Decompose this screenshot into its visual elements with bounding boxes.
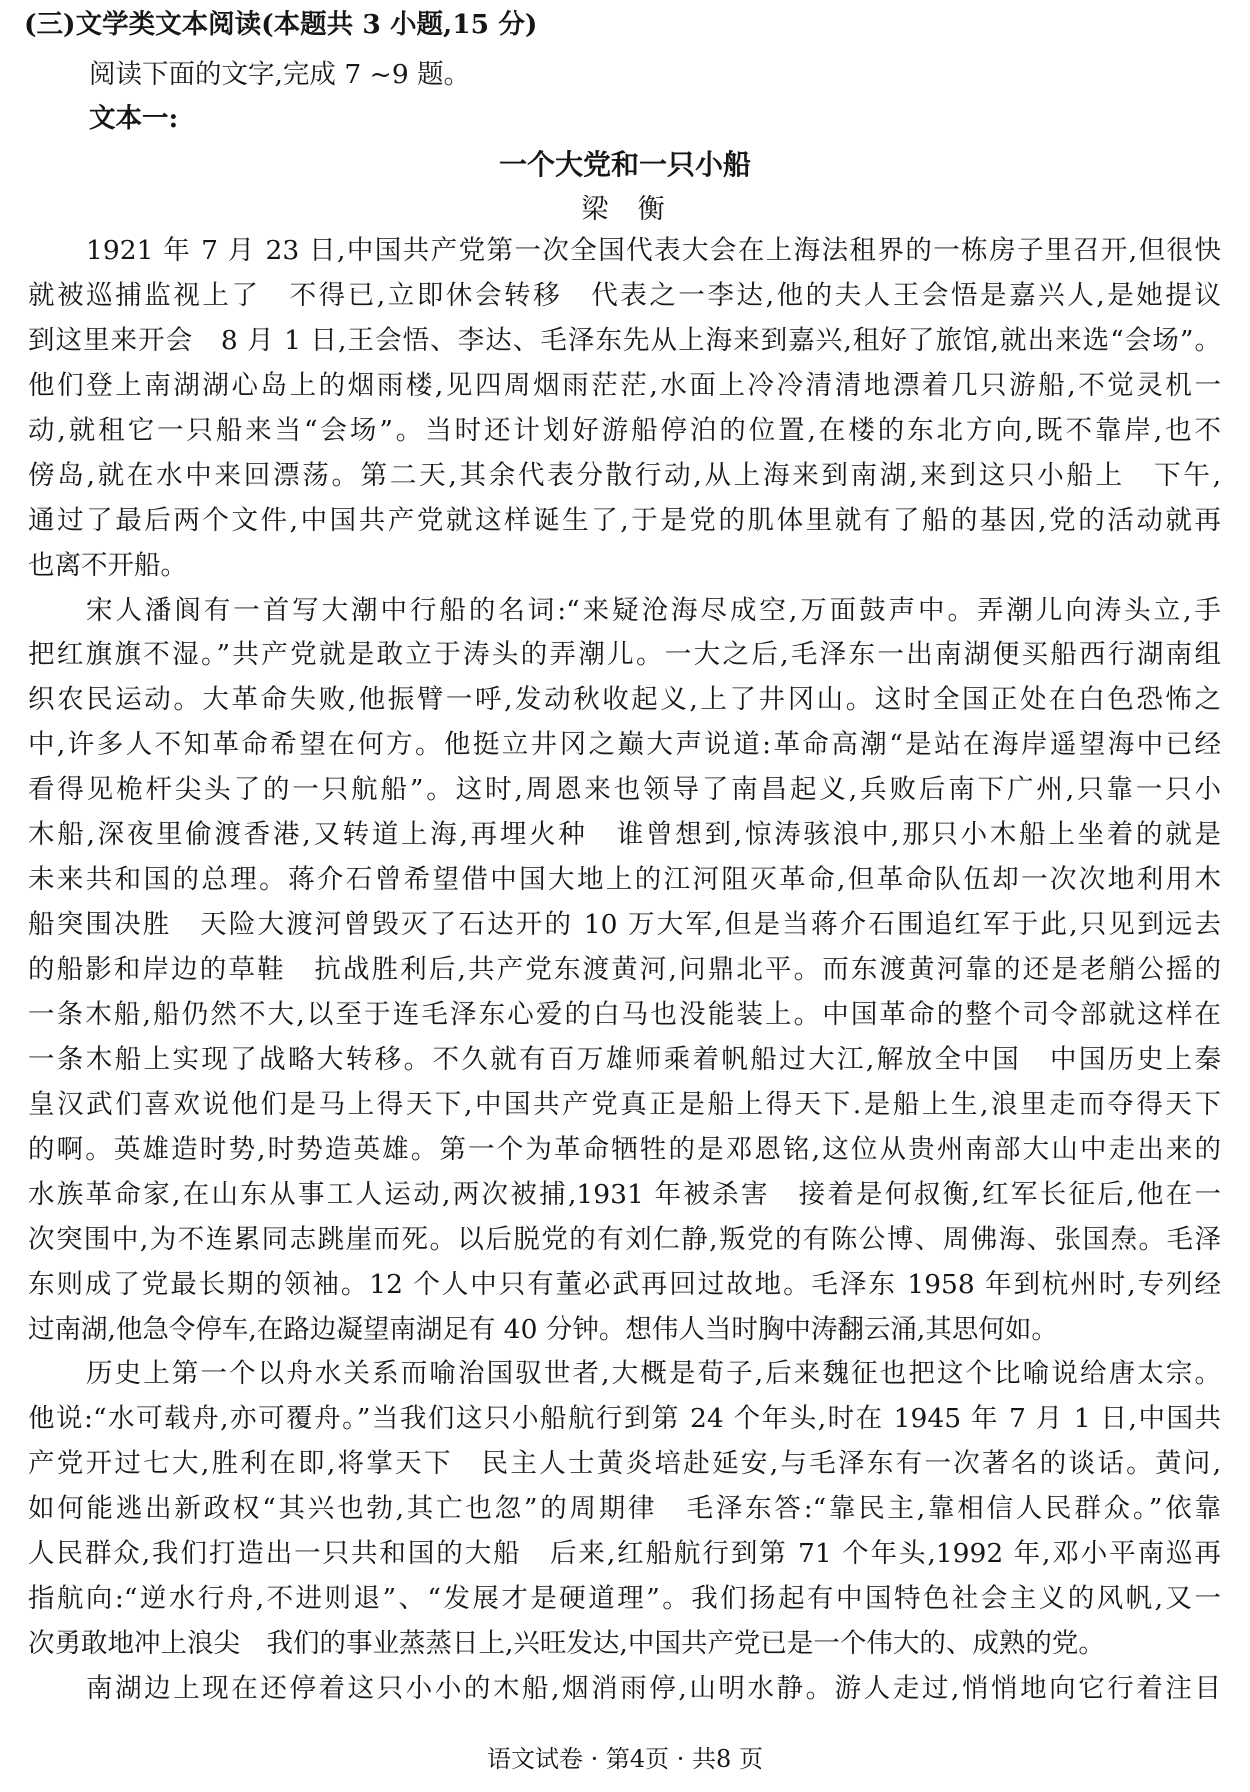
page-footer: 语文试卷 · 第4页 · 共8 页 <box>487 1745 763 1773</box>
article-body <box>28 229 1221 1712</box>
text-line: 一条木船,船仍然不大,以至于连毛泽东心爱的白马也没能装上。中国革命的整个司令部就这样在 <box>28 998 1221 1030</box>
text-line: 东则成了党最长期的领袖。12 个人中只有董必武再回过故地。毛泽东 1958 年到杭州时,专列经 <box>28 1268 1221 1300</box>
text-line: 一条木船上实现了战略大转移。不久就有百万雄师乘着帆船过大江,解放全中国 中国历史上秦 <box>28 1043 1221 1075</box>
text-line: 历史上第一个以舟水关系而喻治国驭世者,大概是荀子,后来魏征也把这个比喻说给唐太宗。 <box>86 1358 1221 1390</box>
text-line: 把红旗旗不湿。”共产党就是敢立于涛头的弄潮儿。一大之后,毛泽东一出南湖便买船西行湖南组 <box>28 639 1221 671</box>
text-line: 指航向:“逆水行舟,不进则退”、“发展才是硬道理”。我们扬起有中国特色社会主义的风帆,又一 <box>28 1583 1221 1615</box>
paragraph-2 <box>28 589 1221 1353</box>
paragraph-3 <box>28 1352 1221 1667</box>
text-line: 产党开过七大,胜利在即,将掌天下 民主人士黄炎培赴延安,与毛泽东有一次著名的谈话。黄问, <box>28 1448 1221 1480</box>
text-line: 皇汉武们喜欢说他们是马上得天下,中国共产党真正是船上得天下.是船上生,浪里走而夺得天下 <box>28 1088 1221 1120</box>
text-line: 傍岛,就在水中来回漂荡。第二天,其余代表分散行动,从上海来到南湖,来到这只小船上 下午, <box>28 459 1221 491</box>
text-line: 的啊。英雄造时势,时势造英雄。第一个为革命牺牲的是邓恩铭,这位从贵州南部大山中走出来的 <box>28 1133 1221 1165</box>
text-line: 他说:“水可载舟,亦可覆舟。”当我们这只小船航行到第 24 个年头,时在 1945 年 7 月 1 日,中国共 <box>28 1403 1221 1435</box>
text-line: 中,许多人不知革命希望在何方。他挺立井冈之巅大声说道:革命高潮“是站在海岸遥望海中已经 <box>28 729 1221 761</box>
text-line: 次突围中,为不连累同志跳崖而死。以后脱党的有刘仁静,叛党的有陈公博、周佛海、张国焘。毛泽 <box>28 1223 1221 1255</box>
article-title: 一个大党和一只小船 <box>498 148 751 181</box>
text-line: 就被巡捕监视上了 不得已,立即休会转移 代表之一李达,他的夫人王会悟是嘉兴人,是她提议 <box>28 279 1221 311</box>
article-author: 梁 衡 <box>581 194 669 225</box>
text-line: 如何能逃出新政权“其兴也勃,其亡也忽”的周期律 毛泽东答:“靠民主,靠相信人民群众。”依靠 <box>28 1493 1221 1525</box>
text-line: 1921 年 7 月 23 日,中国共产党第一次全国代表大会在上海法租界的一栋房子里召开,但很快 <box>86 235 1221 266</box>
text-line: 宋人潘阆有一首写大潮中行船的名词:“来疑沧海尽成空,万面鼓声中。弄潮儿向涛头立,手 <box>86 594 1221 626</box>
text-line: 船突围决胜 天险大渡河曾毁灭了石达开的 10 万大军,但是当蒋介石围追红军于此,只见到远去 <box>28 909 1221 941</box>
paragraph-1 <box>28 229 1221 589</box>
text-line: 织农民运动。大革命失败,他振臂一呼,发动秋收起义,上了井冈山。这时全国正处在白色恐怖之 <box>28 684 1221 716</box>
text-line: 南湖边上现在还停着这只小小的木船,烟消雨停,山明水静。游人走过,悄悄地向它行着注目 <box>86 1673 1221 1704</box>
text-line: 的船影和岸边的草鞋 抗战胜利后,共产党东渡黄河,问鼎北平。而东渡黄河靠的还是老艄公摇的 <box>28 954 1221 985</box>
reading-instruction: 阅读下面的文字,完成 7 ~9 题。 <box>89 59 471 90</box>
text-line: 他们登上南湖湖心岛上的烟雨楼,见四周烟雨茫茫,水面上冷冷清清地漂着几只游船,不觉灵机一 <box>28 369 1221 401</box>
text-line: 木船,深夜里偷渡香港,又转道上海,再埋火种 谁曾想到,惊涛骇浪中,那只小木船上坐着的就是 <box>28 819 1221 851</box>
text-line: 通过了最后两个文件,中国共产党就这样诞生了,于是党的肌体里就有了船的基因,党的活动就再 <box>28 504 1221 536</box>
text-line: 水族革命家,在山东从事工人运动,两次被捕,1931 年被杀害 接着是何叔衡,红军长征后,他在一 <box>28 1178 1221 1210</box>
text-line: 也离不开船。 <box>28 549 187 581</box>
text-line: 看得见桅杆尖头了的一只航船”。这时,周恩来也领导了南昌起义,兵败后南下广州,只靠一只小 <box>28 774 1221 806</box>
text-line: 动,就租它一只船来当“会场”。当时还计划好游船停泊的位置,在楼的东北方向,既不靠岸,也不 <box>28 414 1221 446</box>
text-line: 过南湖,他急令停车,在路边凝望南湖足有 40 分钟。想伟人当时胸中涛翻云涌,其思何如。 <box>28 1313 1058 1345</box>
text-line: 到这里来开会 8 月 1 日,王会悟、李达、毛泽东先从上海来到嘉兴,租好了旅馆,就出来选“会场”。 <box>28 324 1221 356</box>
section-heading: (三)文学类文本阅读(本题共 3 小题,15 分) <box>24 9 538 40</box>
text-line: 次勇敢地冲上浪尖 我们的事业蒸蒸日上,兴旺发达,中国共产党已是一个伟大的、成熟的党。 <box>28 1628 1105 1660</box>
paragraph-4 <box>28 1667 1221 1712</box>
text-label: 文本一: <box>89 103 179 134</box>
text-line: 人民群众,我们打造出一只共和国的大船 后来,红船航行到第 71 个年头,1992 年,邓小平南巡再 <box>28 1538 1221 1570</box>
text-line: 未来共和国的总理。蒋介石曾希望借中国大地上的江河阻灭革命,但革命队伍却一次次地利用木 <box>28 864 1221 896</box>
